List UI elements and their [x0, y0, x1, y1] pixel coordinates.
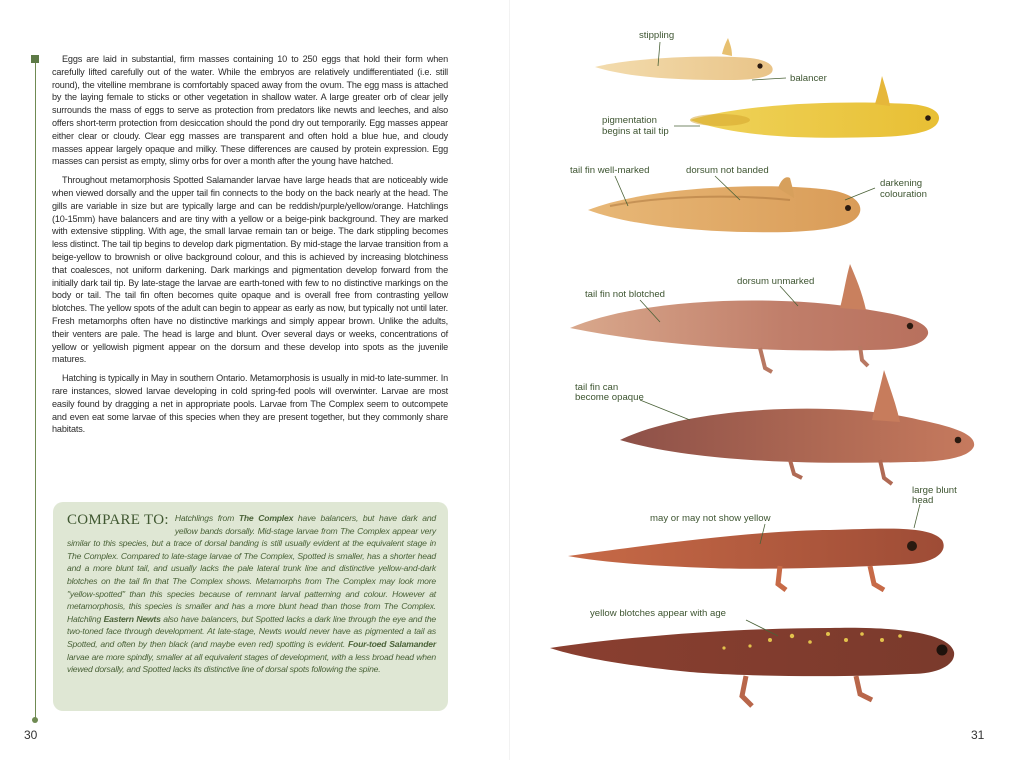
label-stippling: stippling [639, 30, 675, 41]
right-page [510, 0, 1019, 760]
label-pigmentation-line-2: begins at tail tip [602, 126, 669, 137]
label-tail-fin-not-blotched: tail fin not blotched [585, 289, 666, 300]
metamorph-plain [568, 529, 944, 590]
margin-rule [35, 60, 36, 720]
label-tail-fin-can-line-1: tail fin can [575, 382, 619, 393]
label-may-or-may-not-show-yellow: may or may not show yellow [650, 513, 771, 524]
margin-dot-marker [32, 717, 38, 723]
larva-yellow [690, 73, 939, 138]
label-dorsum-not-banded: dorsum not banded [686, 165, 769, 176]
compare-seg-3: also have balancers, but Spotted lacks a dark line through the eye and the two-toned face through development. At late-stage, Newts would never have as pigmented a tail as Spotted, and often by then black (and maybe even red) spotting is evident. [67, 613, 436, 649]
label-pigmentation-line-1: pigmentation [602, 115, 657, 126]
body-text [52, 53, 448, 442]
label-dorsum-unmarked: dorsum unmarked [737, 276, 815, 287]
larvae-illustration [510, 0, 1019, 760]
compare-bold-the-complex: The Complex [238, 513, 294, 523]
compare-to-title: COMPARE TO: [67, 512, 169, 528]
label-darkening-line-2: colouration [880, 189, 927, 200]
label-darkening-line-1: darkening [880, 178, 923, 189]
margin-square-marker [31, 55, 39, 63]
label-tail-fin-can-line-2: become opaque [575, 392, 644, 403]
paragraph-larvae: Throughout metamorphosis Spotted Salamander larvae have large heads that are noticeably wide when viewed dorsally and the upper tail fin connects to the body on the back nearly at the head. The gills are variable in size but are typically large and can be reddish/purple/yellow/orange. Hatchlings (10-15mm) have balancers and are tiny with a yellow or a beige-pink background. They are marked with extensive stippling. With age, the small larvae remain tan or beige. The dark stippling becomes less distinct. The tail tip begins to develop dark pigmentation. By mid-stage the larvae transition from a beige-yellow to brownish or olive background colour, and this is achieved by increasing blotchiness that coalesces, not uniform darkening. Dark markings and pigmentation develop forward from the initially dark tail tip. By late-stage the larvae are earth-toned with few to no distinctive markings on the body or tail. The tail fin often becomes quite opaque and is overall free from contrasting yellow blotches. The yellow spots of the adult can begin to appear as early as now, but typically not until later. Fresh metamorphs often have no distinctive markings and simply appear brown. Unlike the adults, their venters are pale. The head is large and blunt. Over several days or weeks, concentrations of yellow or yellowish pigment appear on the dorsum and these develop into spots as the juvenile matures. [52, 175, 448, 365]
left-page [0, 0, 509, 760]
page-number-right: 31 [971, 728, 985, 742]
larva-opaque-tail [620, 370, 974, 484]
compare-to-box [53, 502, 448, 711]
label-large-blunt-line-2: head [912, 495, 934, 506]
label-yellow-blotches: yellow blotches appear with age [590, 608, 726, 619]
paragraph-eggs: Eggs are laid in substantial, firm masses containing 10 to 250 eggs that hold their form when carefully lifted carefully out of the water. While the embryos are relatively undifferentiated (i.e. still round), the vitelline membrane is comfortably spaced away from the ovum. The egg mass is attached by the laying female to sticks or other vegetation in shallow water. A large greater orb of clear jelly surrounds the mass of eggs to serve as protection from predators like newts and leeches, and also offers short-term protection from desiccation should the pond dry out temporarily. Egg masses appear either clear or cloudy. Clear egg masses are transparent and often hold a blue hue, and cloudy masses appear largely opaque and milky. These differences are caused by protein expression. Egg masses can persist as empty, slimy orbs for over a month after the young have hatched. [52, 54, 448, 167]
paragraph-hatching: Hatching is typically in May in southern Ontario. Metamorphosis is usually in mid-to late-summer. In rare instances, slowed larvae developing in cold spring-fed pools will overwinter. Larvae are most easily found by dragging a net in appropriate pools. Larvae from The Complex seem to outcompete and even eat some larvae of this species when they are present together, but they commonly share habitats. [52, 373, 448, 435]
compare-seg-4: larvae are more spindly, smaller at all equivalent stages of development, with a less broad head when viewed dorsally, and Spotted lacks its distinctive line of dorsal spots following the spine. [67, 651, 436, 675]
compare-seg-2: have balancers, but have dark and yellow bands dorsally. Mid-stage larvae from The Complex appear very similar to this species, but a trace of dorsal banding is still usually evident at the equivalent stage in The Complex. Compared to late-stage larvae of The Complex, Spotted is smaller, has a shorter head and a more blunt tail, and usually lacks the pale lateral trunk line and distinctive yellow-and-dark blotches on the tail fin that The Complex shows. Metamorphs from The Complex may look more "yellow-spotted" than this species because of remnant larval patterning and colour. However at metamorphosis, this species is smaller and has a more blunt head than those from The Complex. Hatchling [67, 513, 436, 624]
label-tail-fin-well-marked: tail fin well-marked [570, 165, 650, 176]
page-number-left: 30 [24, 728, 38, 742]
compare-to-text [67, 512, 436, 676]
label-balancer: balancer [790, 73, 827, 84]
compare-bold-four-toed: Four-toed Salamander [348, 638, 436, 649]
label-large-blunt-line-1: large blunt [912, 485, 957, 496]
metamorph-spotted [550, 628, 954, 706]
larva-mid-stage [588, 177, 860, 232]
compare-seg-1: Hatchlings from [174, 513, 239, 523]
compare-bold-eastern-newts: Eastern Newts [103, 613, 161, 624]
larva-hatchling [595, 38, 773, 80]
